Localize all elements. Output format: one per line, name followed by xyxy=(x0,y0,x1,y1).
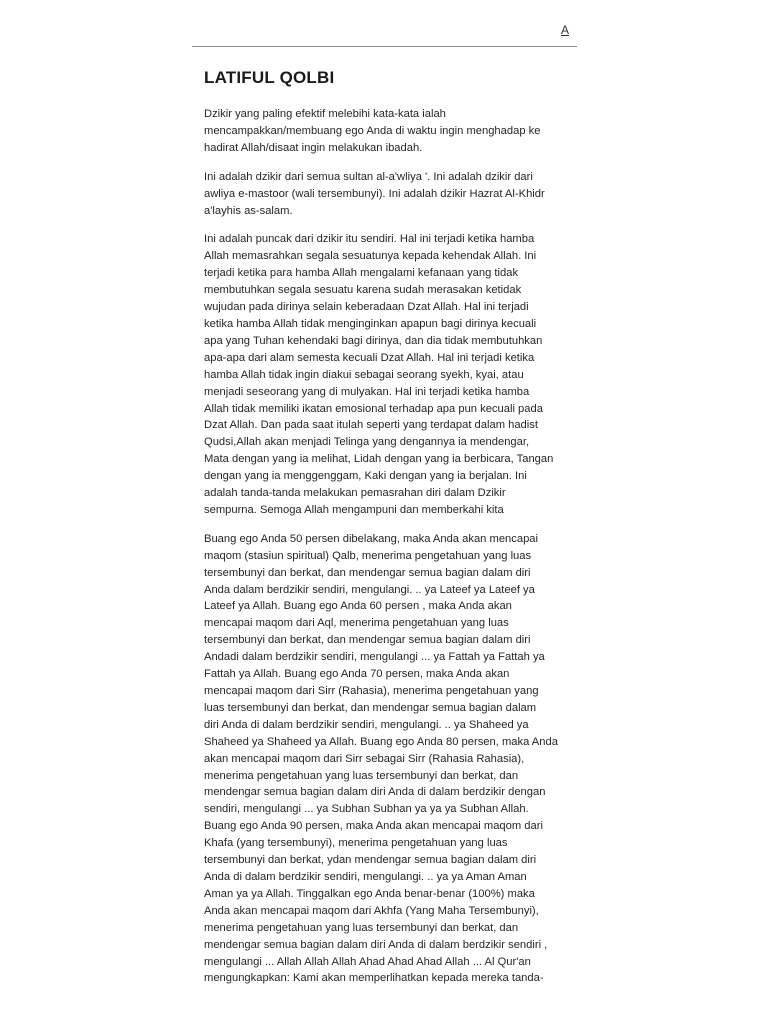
article-paragraph: Dzikir yang paling efektif melebihi kata-kata ialah mencampakkan/membuang ego Anda di waktu ingin menghadap ke hadirat Allah/disaat ingin melakukan ibadah. xyxy=(204,108,541,154)
article xyxy=(204,68,574,999)
article-paragraph: Ini adalah puncak dari dzikir itu sendiri. Hal ini terjadi ketika hamba Allah memasrahkan segala sesuatunya kepada kehendak Allah. Ini terjadi ketika para hamba Allah mengalami kefanaan yang tidak membutuhkan segala sesuatu karena sudah merasakan ketidak wujudan pada dirinya selain keberadaan Dzat Allah. Hal ini terjadi ketika hamba Allah tidak menginginkan apapun bagi dirinya kecuali apa yang Tuhan kehendaki bagi dirinya, dan dia tidak membutuhkan apa-apa dari alam semesta kecuali Dzat Allah. Hal ini terjadi ketika hamba Allah tidak ingin diakui sebagai seorang syekh, kyai, atau menjadi seseorang yang di mulyakan. Hal ini terjadi ketika hamba Allah tidak memiliki ikatan emosional terhadap apa pun kecuali pada Dzat Allah. Dan pada saat itulah seperti yang terdapat dalam hadist Qudsi,Allah akan menjadi Telinga yang dengannya ia mendengar, Mata dengan yang ia melihat, Lidah dengan yang ia berbicara, Tangan dengan yang ia menggenggam, Kaki dengan yang ia berjalan. Ini adalah tanda-tanda melakukan pemasrahan diri dalam Dzikir sempurna. Semoga Allah mengampuni dan memberkahi kita xyxy=(204,233,554,516)
document-toolbar xyxy=(192,0,577,47)
article-paragraph: Buang ego Anda 50 persen dibelakang, maka Anda akan mencapai maqom (stasiun spiritual) Qalb, menerima pengetahuan yang luas tersembunyi dan berkat, dan mendengar semua bagian dalam diri Anda dalam berdzikir sendiri, mengulangi. .. ya Lateef ya Lateef ya Lateef ya Allah. Buang ego Anda 60 persen , maka Anda akan mencapai maqom dari Aql, menerima pengetahuan yang luas tersembunyi dan berkat, dan mendengar semua bagian dalam diri Andadi dalam berdzikir sendiri, mengulangi ... ya Fattah ya Fattah ya Fattah ya Allah. Buang ego Anda 70 persen, maka Anda akan mencapai maqom dari Sirr (Rahasia), menerima pengetahuan yang luas tersembunyi dan berkat, dan mendengar semua bagian dalam diri Anda di dalam berdzikir sendiri, mengulangi. .. ya Shaheed ya Shaheed ya Shaheed ya Allah. Buang ego Anda 80 persen, maka Anda akan mencapai maqom dari Sirr sebagai Sirr (Rahasia Rahasia), menerima pengetahuan yang luas tersembunyi dan berkat, dan mendengar semua bagian dalam diri Anda di dalam berdzikir dengan sendiri, mengulangi ... ya Subhan Subhan ya ya ya Subhan Allah. Buang ego Anda 90 persen, maka Anda akan mencapai maqom dari Khafa (yang tersembunyi), menerima pengetahuan yang luas tersembunyi dan berkat, ydan mendengar semua bagian dalam diri Anda di dalam berdzikir sendiri, mengulangi. .. ya ya Aman Aman Aman ya ya Allah. Tinggalkan ego Anda benar-benar (100%) maka Anda akan mencapai maqom dari Akhfa (Yang Maha Tersembunyi), menerima pengetahuan yang luas tersembunyi dan berkat, dan mendengar semua bagian dalam diri Anda di dalam berdzikir sendiri , mengulangi ... Allah Allah Allah Ahad Ahad Ahad Allah ... Al Qur'an mengungkapkan: Kami akan memperlihatkan kepada mereka tanda- xyxy=(204,532,558,985)
article-title: LATIFUL QOLBI xyxy=(204,68,335,87)
article-paragraph: Ini adalah dzikir dari semua sultan al-a'wliya '. Ini adalah dzikir dari awliya e-mastoor (wali tersembunyi). Ini adalah dzikir Hazrat Al-Khidr a'layhis as-salam. xyxy=(204,170,545,217)
text-size-button[interactable]: A xyxy=(560,23,569,37)
